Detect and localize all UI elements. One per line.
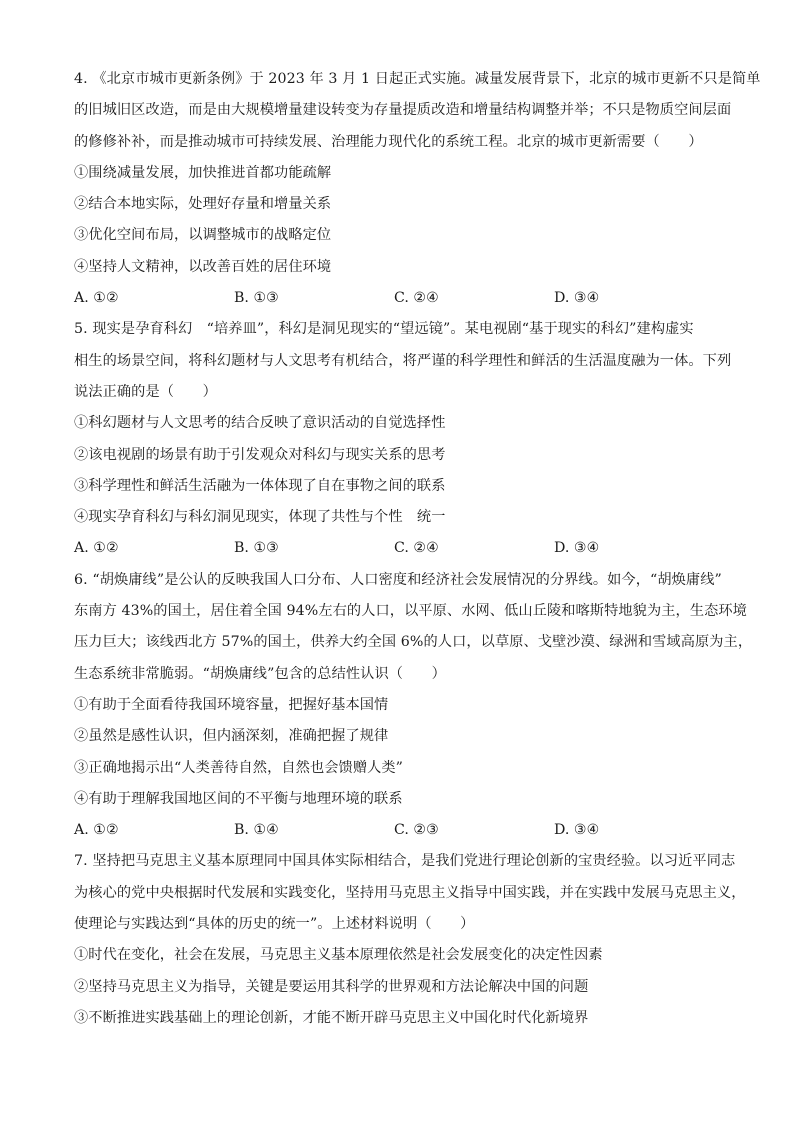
option-b[interactable]: B. ①③	[234, 540, 279, 557]
statement-3: ③优化空间布局，以调整城市的战略定位	[74, 227, 332, 244]
option-c[interactable]: C. ②④	[394, 540, 439, 557]
statement-2: ②结合本地实际，处理好存量和增量关系	[74, 196, 332, 213]
statement-2: ②坚持马克思主义为指导，关键是要运用其科学的世界观和方法论解决中国的问题	[74, 978, 589, 995]
question-stem-line: 4. 《北京市城市更新条例》于 2023 年 3 月 1 日起正式实施。减量发展背景下，北京的城市更新不只是简单	[74, 71, 761, 87]
question-stem-line: 的修修补补，而是推动城市可持续发展、治理能力现代化的系统工程。北京的城市更新需要（ ）	[74, 133, 703, 150]
question-stem-line: 5. 现实是孕育科幻 “培养皿”，科幻是洞见现实的“望远镜”。某电视剧“基于现实的科幻”建构虚实	[74, 321, 694, 338]
question-stem-line: 压力巨大；该线西北方 57%的国土，供养大约全国 6%的人口，以草原、戈壁沙漠、绿洲和雪域高原为主，	[74, 634, 753, 651]
answer-options	[74, 283, 734, 314]
question-7	[74, 846, 746, 1034]
option-d[interactable]: D. ③④	[554, 290, 600, 307]
option-d[interactable]: D. ③④	[554, 540, 600, 557]
question-stem-line: 相生的场景空间，将科幻题材与人文思考有机结合，将严谨的科学理性和鲜活的生活温度融为一体。下列	[74, 352, 732, 369]
statement-3: ③正确地揭示出“人类善待自然，自然也会馈赠人类”	[74, 759, 404, 776]
question-stem-line: 的旧城旧区改造，而是由大规模增量建设转变为存量提质改造和增量结构调整并举；不只是物质空间层面	[74, 102, 732, 119]
statement-3: ③不断推进实践基础上的理论创新，才能不断开辟马克思主义中国化时代化新境界	[74, 1009, 589, 1026]
option-b[interactable]: B. ①③	[234, 290, 279, 307]
question-stem-line: 生态系统非常脆弱。“胡焕庸线”包含的总结性认识（ ）	[74, 665, 446, 682]
statement-4: ④现实孕育科幻与科幻洞见现实，体现了共性与个性 统一	[74, 509, 446, 526]
question-stem-line: 为核心的党中央根据时代发展和实践变化，坚持用马克思主义指导中国实践，并在实践中发展马克思主义，	[74, 884, 746, 901]
statement-1: ①有助于全面看待我国环境容量，把握好基本国情	[74, 696, 389, 713]
option-b[interactable]: B. ①④	[234, 822, 279, 839]
statement-1: ①科幻题材与人文思考的结合反映了意识活动的自觉选择性	[74, 415, 446, 432]
option-a[interactable]: A. ①②	[74, 540, 119, 557]
question-6	[74, 565, 753, 847]
option-d[interactable]: D. ③④	[554, 822, 600, 839]
statement-2: ②该电视剧的场景有助于引发观众对科幻与现实关系的思考	[74, 446, 446, 463]
exam-page	[74, 64, 761, 1034]
option-a[interactable]: A. ①②	[74, 822, 119, 839]
question-4	[74, 64, 761, 314]
statement-4: ④有助于理解我国地区间的不平衡与地理环境的联系	[74, 790, 403, 807]
statement-4: ④坚持人文精神，以改善百姓的居住环境	[74, 258, 332, 275]
answer-options	[74, 815, 734, 846]
question-stem-line: 东南方 43%的国土，居住着全国 94%左右的人口，以平原、水网、低山丘陵和喀斯特地貌为主，生态环境	[74, 603, 747, 620]
question-stem-line: 6. “胡焕庸线”是公认的反映我国人口分布、人口密度和经济社会发展情况的分界线。如今，“胡焕庸线”	[74, 571, 722, 588]
question-stem-line: 7. 坚持把马克思主义基本原理同中国具体实际相结合，是我们党进行理论创新的宝贵经验。以习近平同志	[74, 853, 736, 870]
question-5	[74, 314, 734, 564]
statement-3: ③科学理性和鲜活生活融为一体体现了自在事物之间的联系	[74, 477, 446, 494]
question-stem-line: 使理论与实践达到“具体的历史的统一”。上述材料说明（ ）	[74, 916, 475, 933]
statement-1: ①时代在变化，社会在发展，马克思主义基本原理依然是社会发展变化的决定性因素	[74, 947, 603, 964]
answer-options	[74, 533, 734, 564]
statement-2: ②虽然是感性认识，但内涵深刻，准确把握了规律	[74, 728, 389, 745]
option-a[interactable]: A. ①②	[74, 290, 119, 307]
option-c[interactable]: C. ②③	[394, 822, 439, 839]
option-c[interactable]: C. ②④	[394, 290, 439, 307]
question-stem-line: 说法正确的是（ ）	[74, 383, 217, 400]
statement-1: ①围绕减量发展，加快推进首都功能疏解	[74, 164, 332, 181]
